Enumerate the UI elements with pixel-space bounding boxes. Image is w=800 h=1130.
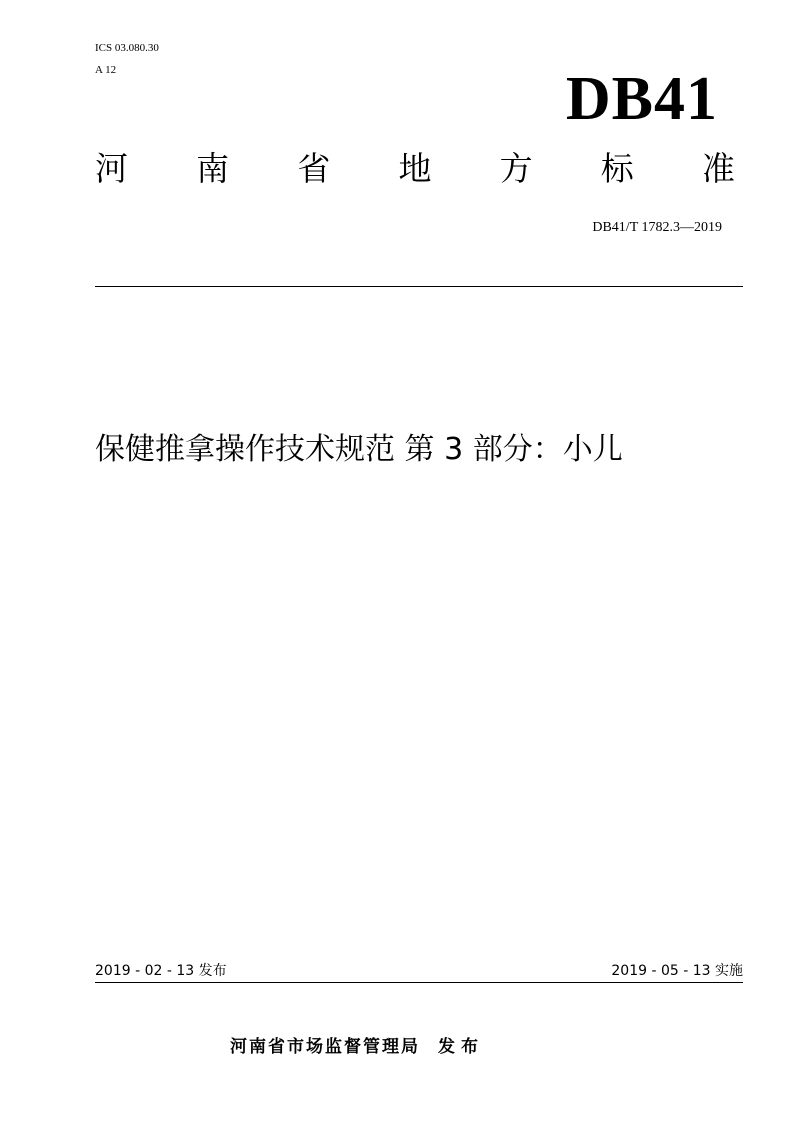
issuer-line xyxy=(230,1032,484,1057)
issuer-name: 河南省市场监督管理局 xyxy=(230,1037,420,1057)
document-title: 保健推拿操作技术规范 第 3 部分：小儿 xyxy=(95,432,623,467)
ics-code: ICS 03.080.30 xyxy=(95,42,159,54)
implement-date: 2019 - 05 - 13 实施 xyxy=(611,963,743,979)
ccs-code: A 12 xyxy=(95,64,117,76)
standard-type-char: 方 xyxy=(499,149,533,188)
standard-number: DB41/T 1782.3—2019 xyxy=(592,220,722,235)
standard-type-char: 南 xyxy=(196,149,230,188)
issue-date: 2019 - 02 - 13 发布 xyxy=(95,963,227,979)
standard-type-heading xyxy=(95,149,735,188)
header-divider xyxy=(95,286,743,287)
standard-type-char: 地 xyxy=(398,149,432,188)
standard-type-char: 准 xyxy=(701,149,735,188)
dates-row xyxy=(95,960,743,983)
standard-type-char: 标 xyxy=(600,149,634,188)
issuer-action: 发布 xyxy=(438,1037,484,1057)
standard-code-logo: DB41 xyxy=(565,65,718,133)
standard-type-char: 省 xyxy=(297,149,331,188)
standard-type-char: 河 xyxy=(95,149,128,188)
